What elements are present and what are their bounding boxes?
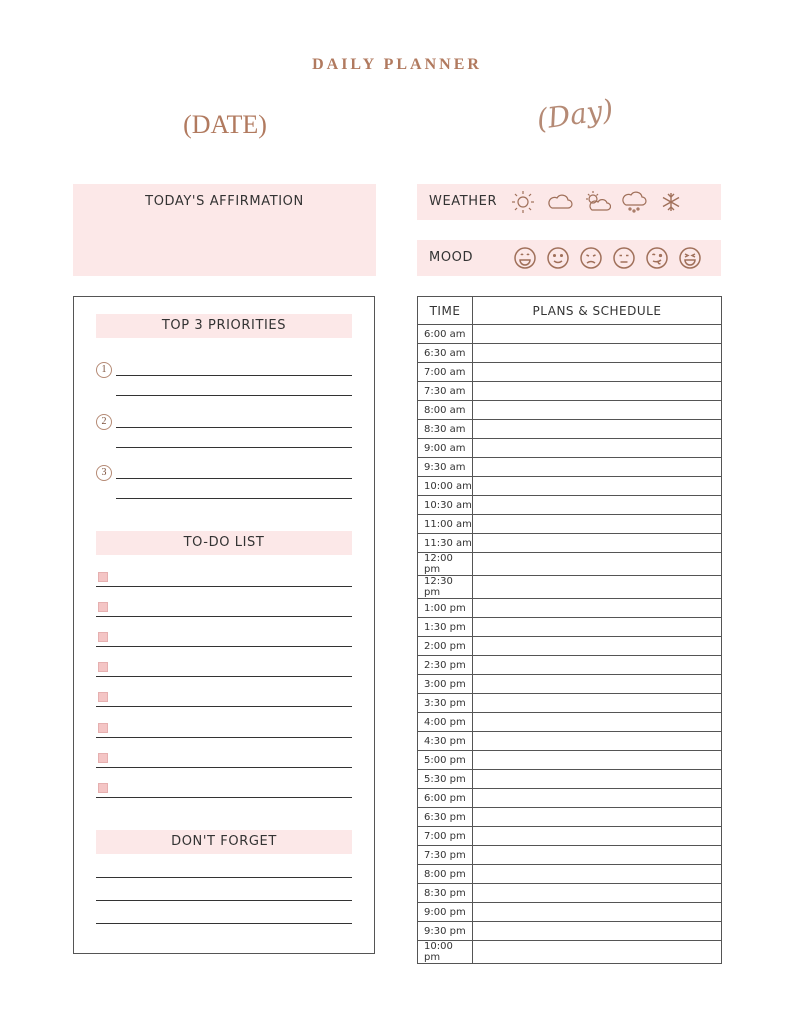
plan-cell[interactable]	[473, 325, 722, 344]
plan-cell[interactable]	[473, 382, 722, 401]
time-cell: 12:30 pm	[418, 576, 473, 599]
plan-cell[interactable]	[473, 576, 722, 599]
sun-icon[interactable]	[509, 188, 537, 216]
plan-cell[interactable]	[473, 458, 722, 477]
left-panel	[73, 296, 375, 954]
plans-column-header: PLANS & SCHEDULE	[473, 297, 722, 325]
schedule-row	[418, 656, 722, 675]
todo-checkbox[interactable]	[98, 662, 108, 672]
dont-forget-line[interactable]	[96, 877, 352, 878]
time-cell: 8:30 am	[418, 420, 473, 439]
time-cell: 11:00 am	[418, 515, 473, 534]
dont-forget-header: DON'T FORGET	[96, 830, 352, 854]
time-cell: 3:30 pm	[418, 694, 473, 713]
time-cell: 7:00 am	[418, 363, 473, 382]
time-cell: 6:00 am	[418, 325, 473, 344]
time-cell: 9:00 am	[418, 439, 473, 458]
schedule-row	[418, 439, 722, 458]
todo-line[interactable]	[96, 797, 352, 798]
priority-line[interactable]	[116, 498, 352, 499]
todo-checkbox[interactable]	[98, 723, 108, 733]
schedule-table	[417, 296, 721, 964]
priority-number: 1	[96, 362, 112, 378]
plan-cell[interactable]	[473, 713, 722, 732]
schedule-row	[418, 694, 722, 713]
time-cell: 4:00 pm	[418, 713, 473, 732]
todo-line[interactable]	[96, 616, 352, 617]
todo-checkbox[interactable]	[98, 572, 108, 582]
time-cell: 8:00 am	[418, 401, 473, 420]
priority-number: 2	[96, 414, 112, 430]
plan-cell[interactable]	[473, 903, 722, 922]
schedule-row	[418, 922, 722, 941]
todo-checkbox[interactable]	[98, 602, 108, 612]
schedule-row	[418, 515, 722, 534]
schedule-row	[418, 496, 722, 515]
mood-label: MOOD	[429, 250, 474, 265]
plan-cell[interactable]	[473, 363, 722, 382]
affirmation-box[interactable]	[73, 184, 376, 276]
time-cell: 3:00 pm	[418, 675, 473, 694]
priority-line[interactable]	[116, 395, 352, 396]
affirmation-label: TODAY'S AFFIRMATION	[145, 194, 304, 209]
schedule-row	[418, 884, 722, 903]
plan-cell[interactable]	[473, 496, 722, 515]
time-column-header: TIME	[418, 297, 473, 325]
smile-face-icon[interactable]	[544, 244, 572, 272]
schedule-row	[418, 553, 722, 576]
plan-cell[interactable]	[473, 477, 722, 496]
cloud-icon[interactable]	[546, 188, 574, 216]
time-cell: 1:30 pm	[418, 618, 473, 637]
schedule-row	[418, 325, 722, 344]
plan-cell[interactable]	[473, 637, 722, 656]
time-cell: 10:00 am	[418, 477, 473, 496]
page-title: DAILY PLANNER	[312, 56, 482, 73]
happy-face-icon[interactable]	[511, 244, 539, 272]
schedule-row	[418, 846, 722, 865]
time-cell: 6:30 pm	[418, 808, 473, 827]
todo-checkbox[interactable]	[98, 632, 108, 642]
schedule-row	[418, 534, 722, 553]
time-cell: 8:30 pm	[418, 884, 473, 903]
priorities-header: TOP 3 PRIORITIES	[96, 314, 352, 338]
partly-cloudy-icon[interactable]	[583, 188, 611, 216]
plan-cell[interactable]	[473, 675, 722, 694]
plan-cell[interactable]	[473, 732, 722, 751]
schedule-row	[418, 789, 722, 808]
plan-cell[interactable]	[473, 770, 722, 789]
time-cell: 7:00 pm	[418, 827, 473, 846]
dont-forget-line[interactable]	[96, 900, 352, 901]
date-field[interactable]: (DATE)	[183, 110, 267, 139]
schedule-row	[418, 903, 722, 922]
day-field[interactable]: (Day)	[534, 92, 616, 137]
plan-cell[interactable]	[473, 534, 722, 553]
plan-cell[interactable]	[473, 515, 722, 534]
todo-line[interactable]	[96, 737, 352, 738]
plan-cell[interactable]	[473, 656, 722, 675]
schedule-row	[418, 713, 722, 732]
time-cell: 9:30 am	[418, 458, 473, 477]
time-cell: 6:30 am	[418, 344, 473, 363]
priority-line[interactable]	[116, 375, 352, 376]
plan-cell[interactable]	[473, 344, 722, 363]
weather-bar	[417, 184, 721, 220]
schedule-row	[418, 477, 722, 496]
time-cell: 11:30 am	[418, 534, 473, 553]
schedule-row	[418, 618, 722, 637]
priority-line[interactable]	[116, 427, 352, 428]
todo-checkbox[interactable]	[98, 692, 108, 702]
schedule-row	[418, 382, 722, 401]
weather-label: WEATHER	[429, 194, 498, 209]
schedule-row	[418, 420, 722, 439]
priority-line[interactable]	[116, 478, 352, 479]
plan-cell[interactable]	[473, 922, 722, 941]
todo-checkbox[interactable]	[98, 783, 108, 793]
neutral-face-icon[interactable]	[610, 244, 638, 272]
plan-cell[interactable]	[473, 941, 722, 964]
todo-line[interactable]	[96, 586, 352, 587]
plan-cell[interactable]	[473, 553, 722, 576]
plan-cell[interactable]	[473, 599, 722, 618]
time-cell: 10:30 am	[418, 496, 473, 515]
time-cell: 2:00 pm	[418, 637, 473, 656]
mood-bar	[417, 240, 721, 276]
time-cell: 5:00 pm	[418, 751, 473, 770]
time-cell: 9:00 pm	[418, 903, 473, 922]
todo-line[interactable]	[96, 646, 352, 647]
time-cell: 12:00 pm	[418, 553, 473, 576]
plan-cell[interactable]	[473, 401, 722, 420]
plan-cell[interactable]	[473, 439, 722, 458]
time-cell: 1:00 pm	[418, 599, 473, 618]
time-cell: 7:30 pm	[418, 846, 473, 865]
plan-cell[interactable]	[473, 846, 722, 865]
priority-line[interactable]	[116, 447, 352, 448]
plan-cell[interactable]	[473, 827, 722, 846]
silly-face-icon[interactable]	[643, 244, 671, 272]
plan-cell[interactable]	[473, 865, 722, 884]
todo-checkbox[interactable]	[98, 753, 108, 763]
plan-cell[interactable]	[473, 808, 722, 827]
time-cell: 7:30 am	[418, 382, 473, 401]
todo-line[interactable]	[96, 676, 352, 677]
sad-face-icon[interactable]	[577, 244, 605, 272]
priority-number: 3	[96, 465, 112, 481]
schedule-row	[418, 637, 722, 656]
schedule-row	[418, 344, 722, 363]
schedule-row	[418, 751, 722, 770]
time-cell: 6:00 pm	[418, 789, 473, 808]
schedule-row	[418, 458, 722, 477]
schedule-row	[418, 732, 722, 751]
rain-icon[interactable]	[620, 188, 648, 216]
laughing-face-icon[interactable]	[676, 244, 704, 272]
time-cell: 8:00 pm	[418, 865, 473, 884]
plan-cell[interactable]	[473, 884, 722, 903]
time-cell: 5:30 pm	[418, 770, 473, 789]
plan-cell[interactable]	[473, 751, 722, 770]
schedule-row	[418, 941, 722, 964]
schedule-row	[418, 599, 722, 618]
schedule-row	[418, 770, 722, 789]
plan-cell[interactable]	[473, 420, 722, 439]
plan-cell[interactable]	[473, 694, 722, 713]
todo-line[interactable]	[96, 767, 352, 768]
todo-line[interactable]	[96, 706, 352, 707]
dont-forget-line[interactable]	[96, 923, 352, 924]
schedule-row	[418, 363, 722, 382]
snowflake-icon[interactable]	[657, 188, 685, 216]
schedule-row	[418, 675, 722, 694]
schedule-row	[418, 827, 722, 846]
todo-header: TO-DO LIST	[96, 531, 352, 555]
schedule-row	[418, 401, 722, 420]
time-cell: 2:30 pm	[418, 656, 473, 675]
schedule-row	[418, 865, 722, 884]
plan-cell[interactable]	[473, 789, 722, 808]
time-cell: 4:30 pm	[418, 732, 473, 751]
schedule-row	[418, 576, 722, 599]
schedule-row	[418, 808, 722, 827]
plan-cell[interactable]	[473, 618, 722, 637]
time-cell: 10:00 pm	[418, 941, 473, 964]
time-cell: 9:30 pm	[418, 922, 473, 941]
